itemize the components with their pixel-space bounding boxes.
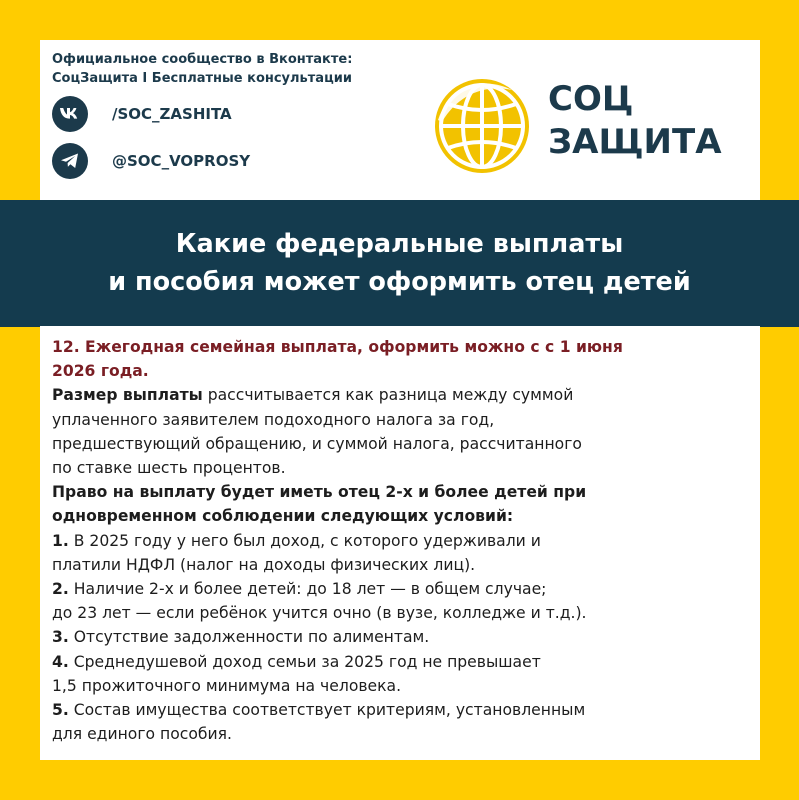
condition-1 <box>52 529 764 577</box>
content-card <box>40 326 760 760</box>
size-text-4: по ставке шесть процентов. <box>52 459 286 478</box>
telegram-icon <box>52 143 88 179</box>
header-card <box>40 40 760 202</box>
logo-line-1: СОЦ <box>548 79 634 119</box>
content-text <box>52 335 764 746</box>
condition-number: 4. <box>52 652 69 671</box>
condition-text: до 23 лет — если ребёнок учится очно (в вузе, колледже и т.д.). <box>52 604 587 623</box>
heading-line-2: 2026 года. <box>52 362 149 381</box>
eligibility-line-2: одновременном соблюдении следующих условий: <box>52 507 514 526</box>
logo-line-2: ЗАЩИТА <box>548 122 722 162</box>
condition-text: Состав имущества соответствует критериям, установленным <box>68 701 586 720</box>
condition-4 <box>52 650 764 698</box>
condition-number: 5. <box>52 701 69 720</box>
condition-text: для единого пособия. <box>52 725 232 744</box>
size-label: Размер выплаты <box>52 386 203 405</box>
telegram-link[interactable] <box>52 143 250 179</box>
community-caption <box>52 50 352 88</box>
logo-text <box>548 78 722 164</box>
size-text-2: уплаченного заявителем подоходного налога за год, <box>52 410 495 429</box>
title-banner <box>0 200 799 327</box>
globe-icon <box>432 76 532 176</box>
condition-number: 2. <box>52 580 69 599</box>
condition-text: В 2025 году у него был доход, с которого удерживали и <box>68 531 541 550</box>
size-text-3: предшествующий обращению, и суммой налога, рассчитанного <box>52 434 582 453</box>
condition-text: 1,5 прожиточного минимума на человека. <box>52 676 402 695</box>
condition-5 <box>52 698 764 746</box>
telegram-handle: @SOC_VOPROSY <box>112 152 251 170</box>
vk-link[interactable] <box>52 96 232 132</box>
soc-zashita-logo <box>432 74 732 178</box>
condition-text: Наличие 2-х и более детей: до 18 лет — в общем случае; <box>68 580 547 599</box>
payment-heading <box>52 335 764 383</box>
size-text-1: рассчитывается как разница между суммой <box>202 386 574 405</box>
vk-handle: /SOC_ZASHITA <box>112 105 232 123</box>
title-line-1: Какие федеральные выплаты <box>175 229 624 259</box>
heading-line-1: 12. Ежегодная семейная выплата, оформить можно с с 1 июня <box>52 338 623 356</box>
vk-icon <box>52 96 88 132</box>
condition-2 <box>52 577 764 625</box>
payment-size-paragraph <box>52 383 764 480</box>
community-line-2: СоцЗащита I Бесплатные консультации <box>52 71 352 86</box>
condition-text: платили НДФЛ (налог на доходы физических лиц). <box>52 555 476 574</box>
title-line-2: и пособия может оформить отец детей <box>108 267 691 297</box>
condition-text: Отсутствие задолженности по алиментам. <box>68 628 430 647</box>
condition-number: 1. <box>52 531 69 550</box>
condition-text: Среднедушевой доход семьи за 2025 год не превышает <box>68 652 541 671</box>
eligibility-line-1: Право на выплату будет иметь отец 2-х и более детей при <box>52 483 587 502</box>
condition-number: 3. <box>52 628 69 647</box>
community-line-1: Официальное сообщество в Вконтакте: <box>52 52 353 67</box>
condition-3 <box>52 625 764 649</box>
eligibility-paragraph <box>52 480 764 528</box>
